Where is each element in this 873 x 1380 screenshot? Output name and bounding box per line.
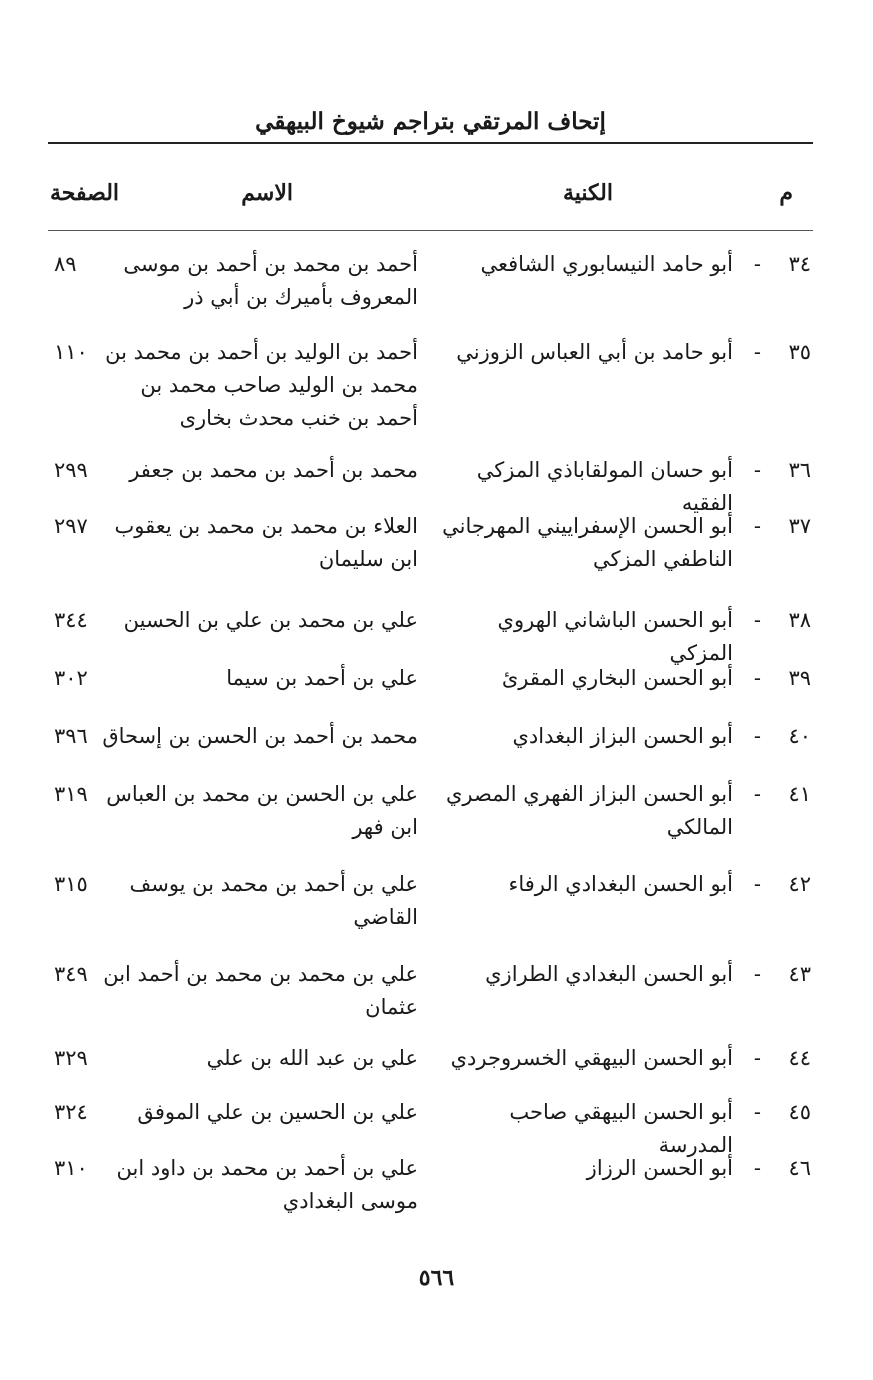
table-row [48, 326, 813, 444]
row-kunya: أبو حسان المولقاباذي المزكي الفقيه [476, 458, 733, 515]
row-kunya: أبو الحسن البيهقي صاحب المدرسة [509, 1100, 733, 1157]
row-number: ٤٤ [788, 1046, 811, 1070]
table-row [48, 858, 813, 948]
table-row [48, 1086, 813, 1157]
table-row [48, 500, 813, 594]
row-page: ٣٤٤ [54, 608, 88, 632]
row-name: محمد بن أحمد بن الحسن بن إسحاق [102, 724, 418, 748]
row-kunya: أبو الحسن البزاز البغدادي [512, 724, 733, 748]
row-number: ٣٥ [788, 340, 811, 364]
header-rule [48, 142, 813, 144]
row-dash: - [753, 340, 761, 364]
row-name: علي بن عبد الله بن علي [206, 1046, 418, 1070]
row-kunya: أبو الحسن الرزاز [586, 1156, 733, 1180]
row-number: ٤٦ [788, 1156, 811, 1180]
row-dash: - [753, 1046, 761, 1070]
page-number: ٥٦٦ [418, 1265, 455, 1291]
row-kunya: أبو الحسن البزاز الفهري المصري المالكي [445, 782, 733, 839]
table-body [48, 238, 813, 1222]
row-name: علي بن أحمد بن محمد بن داود ابن موسى البغدادي [116, 1156, 418, 1213]
table-row [48, 710, 813, 768]
row-name: أحمد بن محمد بن أحمد بن موسى المعروف بأميرك بن أبي ذر [123, 252, 418, 309]
row-name: أحمد بن الوليد بن أحمد بن محمد بن محمد بن الوليد صاحب محمد بن أحمد بن خنب محدث بخارى [105, 340, 418, 430]
table-row [48, 444, 813, 515]
row-number: ٤٥ [788, 1100, 811, 1124]
row-kunya: أبو الحسن الباشاني الهروي المزكي [497, 608, 733, 665]
row-dash: - [753, 1100, 761, 1124]
row-dash: - [753, 1156, 761, 1180]
row-page: ٣٢٩ [54, 1046, 88, 1070]
row-name: محمد بن أحمد بن محمد بن جعفر [129, 458, 418, 482]
row-page: ٣٤٩ [54, 962, 88, 986]
column-header-kunya: الكنية [562, 180, 613, 206]
row-dash: - [753, 872, 761, 896]
table-row [48, 652, 813, 710]
column-headers [48, 180, 813, 220]
table-row [48, 948, 813, 1032]
row-kunya: أبو حامد بن أبي العباس الزوزني [456, 340, 733, 364]
row-kunya: أبو حامد النيسابوري الشافعي [480, 252, 733, 276]
column-header-number: م [779, 180, 793, 206]
table-row [48, 1032, 813, 1086]
row-page: ٣١٩ [54, 782, 88, 806]
row-kunya: أبو الحسن البغدادي الرفاء [508, 872, 733, 896]
table-row [48, 594, 813, 665]
column-header-name: الاسم [241, 180, 293, 206]
row-number: ٤٠ [788, 724, 811, 748]
row-dash: - [753, 252, 761, 276]
row-kunya: أبو الحسن البيهقي الخسروجردي [450, 1046, 733, 1070]
row-name: علي بن الحسن بن محمد بن العباس ابن فهر [106, 782, 418, 839]
row-name: العلاء بن محمد بن محمد بن يعقوب ابن سليمان [114, 514, 418, 571]
row-page: ٣٢٤ [54, 1100, 88, 1124]
row-dash: - [753, 962, 761, 986]
row-number: ٤٢ [788, 872, 811, 896]
row-number: ٤٣ [788, 962, 811, 986]
row-dash: - [753, 458, 761, 482]
column-header-rule [48, 230, 813, 231]
row-name: علي بن الحسين بن علي الموفق [137, 1100, 418, 1124]
row-dash: - [753, 514, 761, 538]
row-kunya: أبو الحسن الإسفراييني المهرجاني الناطفي المزكي [442, 514, 733, 571]
row-name: علي بن محمد بن علي بن الحسين [123, 608, 418, 632]
running-head: إتحاف المرتقي بتراجم شيوخ البيهقي [255, 108, 606, 135]
row-number: ٣٦ [788, 458, 811, 482]
row-page: ٣١٥ [54, 872, 88, 896]
row-dash: - [753, 724, 761, 748]
row-dash: - [753, 782, 761, 806]
row-name: علي بن أحمد بن سيما [226, 666, 418, 690]
row-page: ١١٠ [54, 340, 88, 364]
row-number: ٣٧ [788, 514, 811, 538]
row-dash: - [753, 666, 761, 690]
row-number: ٣٩ [788, 666, 811, 690]
row-dash: - [753, 608, 761, 632]
table-row [48, 768, 813, 858]
row-number: ٤١ [788, 782, 811, 806]
row-kunya: أبو الحسن البخاري المقرئ [501, 666, 733, 690]
row-number: ٣٨ [788, 608, 811, 632]
row-page: ٣٩٦ [54, 724, 88, 748]
row-page: ٣٠٢ [54, 666, 88, 690]
row-page: ٣١٠ [54, 1156, 88, 1180]
row-page: ٢٩٧ [54, 514, 88, 538]
row-page: ٨٩ [54, 252, 77, 276]
column-header-page: الصفحة [50, 180, 120, 206]
row-page: ٢٩٩ [54, 458, 88, 482]
row-number: ٣٤ [788, 252, 811, 276]
table-row [48, 238, 813, 326]
row-name: علي بن أحمد بن محمد بن يوسف القاضي [129, 872, 418, 929]
row-name: علي بن محمد بن محمد بن أحمد ابن عثمان [103, 962, 418, 1019]
row-kunya: أبو الحسن البغدادي الطرازي [485, 962, 733, 986]
table-row [48, 1142, 813, 1222]
